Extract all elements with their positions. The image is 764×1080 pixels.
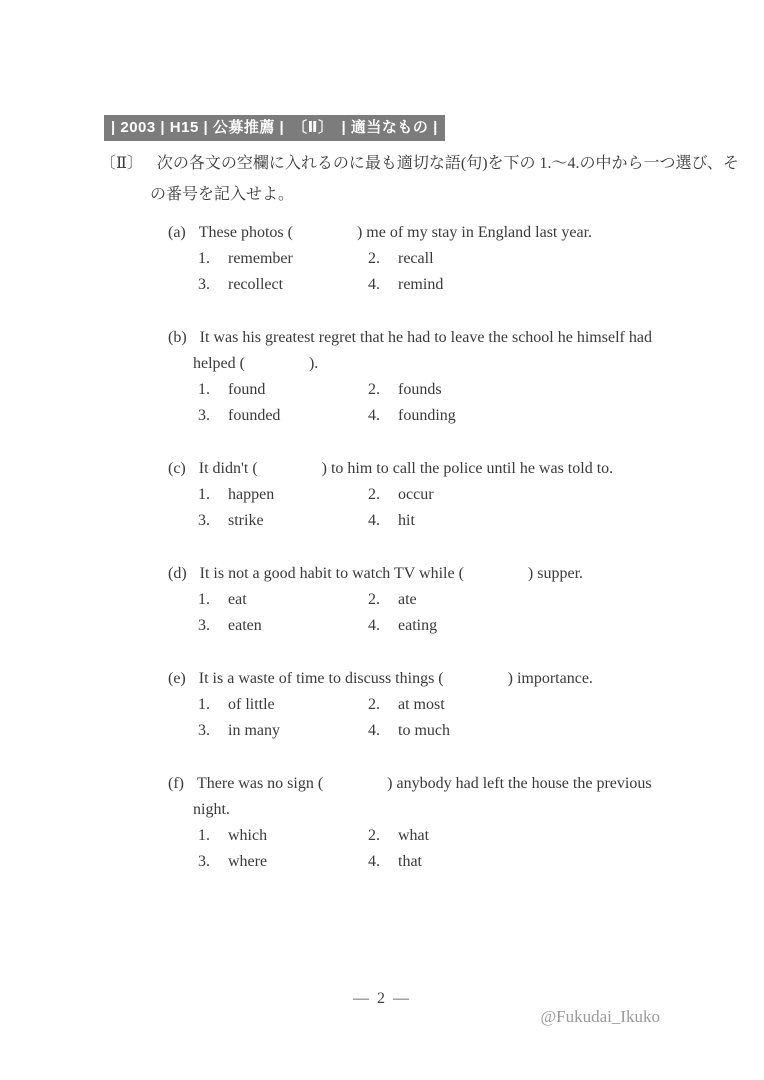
option-number: 4. (368, 276, 380, 293)
option-row (198, 823, 692, 849)
options-grid (198, 246, 692, 298)
option-number: 4. (368, 722, 380, 739)
option-label: of little (228, 696, 275, 713)
option-number: 3. (198, 853, 210, 870)
option-label: founding (398, 407, 456, 424)
options-grid (198, 692, 692, 744)
question-label: (b) (168, 329, 187, 346)
option-label: eaten (228, 617, 262, 634)
question-sentence (168, 220, 692, 246)
option-label: founded (228, 407, 281, 424)
option-number: 1. (198, 250, 210, 267)
option-number: 3. (198, 407, 210, 424)
question-body: It is not a good habit to watch TV while ( ) supper. (199, 565, 584, 582)
question-label: (c) (168, 460, 186, 477)
question-label: (d) (168, 565, 187, 582)
option-label: where (228, 853, 268, 870)
question-body: There was no sign ( ) anybody had left the house the previous night. (193, 775, 652, 818)
question-sentence (168, 325, 692, 377)
options-grid (198, 377, 692, 429)
option-number: 4. (368, 512, 380, 529)
option-label: recollect (228, 276, 284, 293)
options-grid (198, 482, 692, 534)
question-body: It didn't ( ) to him to call the police until he was told to. (198, 460, 614, 477)
option-row (198, 587, 692, 613)
option-number: 2. (368, 250, 380, 267)
instruction (100, 148, 742, 210)
option-number: 2. (368, 381, 380, 398)
option-number: 2. (368, 696, 380, 713)
option-number: 2. (368, 591, 380, 608)
option-number: 4. (368, 617, 380, 634)
option-label: hit (398, 512, 415, 529)
option-label: at most (398, 696, 445, 713)
option-label: that (398, 853, 422, 870)
question-label: (f) (168, 775, 184, 792)
option-number: 1. (198, 696, 210, 713)
option-label: to much (398, 722, 450, 739)
question-item (168, 561, 692, 639)
question-label: (e) (168, 670, 186, 687)
option-number: 1. (198, 486, 210, 503)
question-item (168, 456, 692, 534)
section-label: 〔Ⅱ〕 (100, 155, 143, 172)
option-row (198, 246, 692, 272)
option-number: 2. (368, 486, 380, 503)
options-grid (198, 823, 692, 875)
option-number: 4. (368, 853, 380, 870)
option-label: in many (228, 722, 280, 739)
option-number: 3. (198, 722, 210, 739)
question-sentence (168, 666, 692, 692)
question-list (168, 220, 692, 902)
option-row (198, 613, 692, 639)
option-number: 3. (198, 276, 210, 293)
option-label: recall (398, 250, 434, 267)
option-number: 1. (198, 381, 210, 398)
option-label: strike (228, 512, 264, 529)
credit-handle: @Fukudai_Ikuko (540, 1007, 660, 1026)
option-row (198, 692, 692, 718)
question-item (168, 220, 692, 298)
option-label: found (228, 381, 266, 398)
question-body: These photos ( ) me of my stay in England last year. (198, 224, 593, 241)
option-label: occur (398, 486, 434, 503)
question-sentence (168, 771, 692, 823)
option-label: ate (398, 591, 417, 608)
header-tag-bar: | 2003 | H15 | 公募推薦 | 〔Ⅱ〕 | 適当なもの | (104, 115, 445, 141)
option-number: 3. (198, 512, 210, 529)
question-sentence (168, 456, 692, 482)
option-row (198, 403, 692, 429)
option-label: eat (228, 591, 247, 608)
page-number: — 2 — (353, 990, 411, 1007)
question-item (168, 771, 692, 875)
options-grid (198, 587, 692, 639)
instruction-text: 次の各文の空欄に入れるのに最も適切な語(句)を下の 1.～4.の中から一つ選び、その番号を記入せよ。 (150, 155, 739, 203)
question-item (168, 666, 692, 744)
option-label: founds (398, 381, 442, 398)
option-label: remind (398, 276, 444, 293)
option-number: 3. (198, 617, 210, 634)
option-row (198, 849, 692, 875)
option-label: eating (398, 617, 438, 634)
option-row (198, 718, 692, 744)
option-number: 4. (368, 407, 380, 424)
option-label: which (228, 827, 268, 844)
option-row (198, 377, 692, 403)
option-row (198, 508, 692, 534)
option-row (198, 272, 692, 298)
question-body: It is a waste of time to discuss things ( ) importance. (198, 670, 593, 687)
question-sentence (168, 561, 692, 587)
question-label: (a) (168, 224, 186, 241)
option-label: remember (228, 250, 293, 267)
option-number: 1. (198, 827, 210, 844)
option-label: happen (228, 486, 275, 503)
option-number: 1. (198, 591, 210, 608)
question-item (168, 325, 692, 429)
option-row (198, 482, 692, 508)
option-number: 2. (368, 827, 380, 844)
question-body: It was his greatest regret that he had to leave the school he himself had helped ( ). (193, 329, 652, 372)
option-label: what (398, 827, 430, 844)
